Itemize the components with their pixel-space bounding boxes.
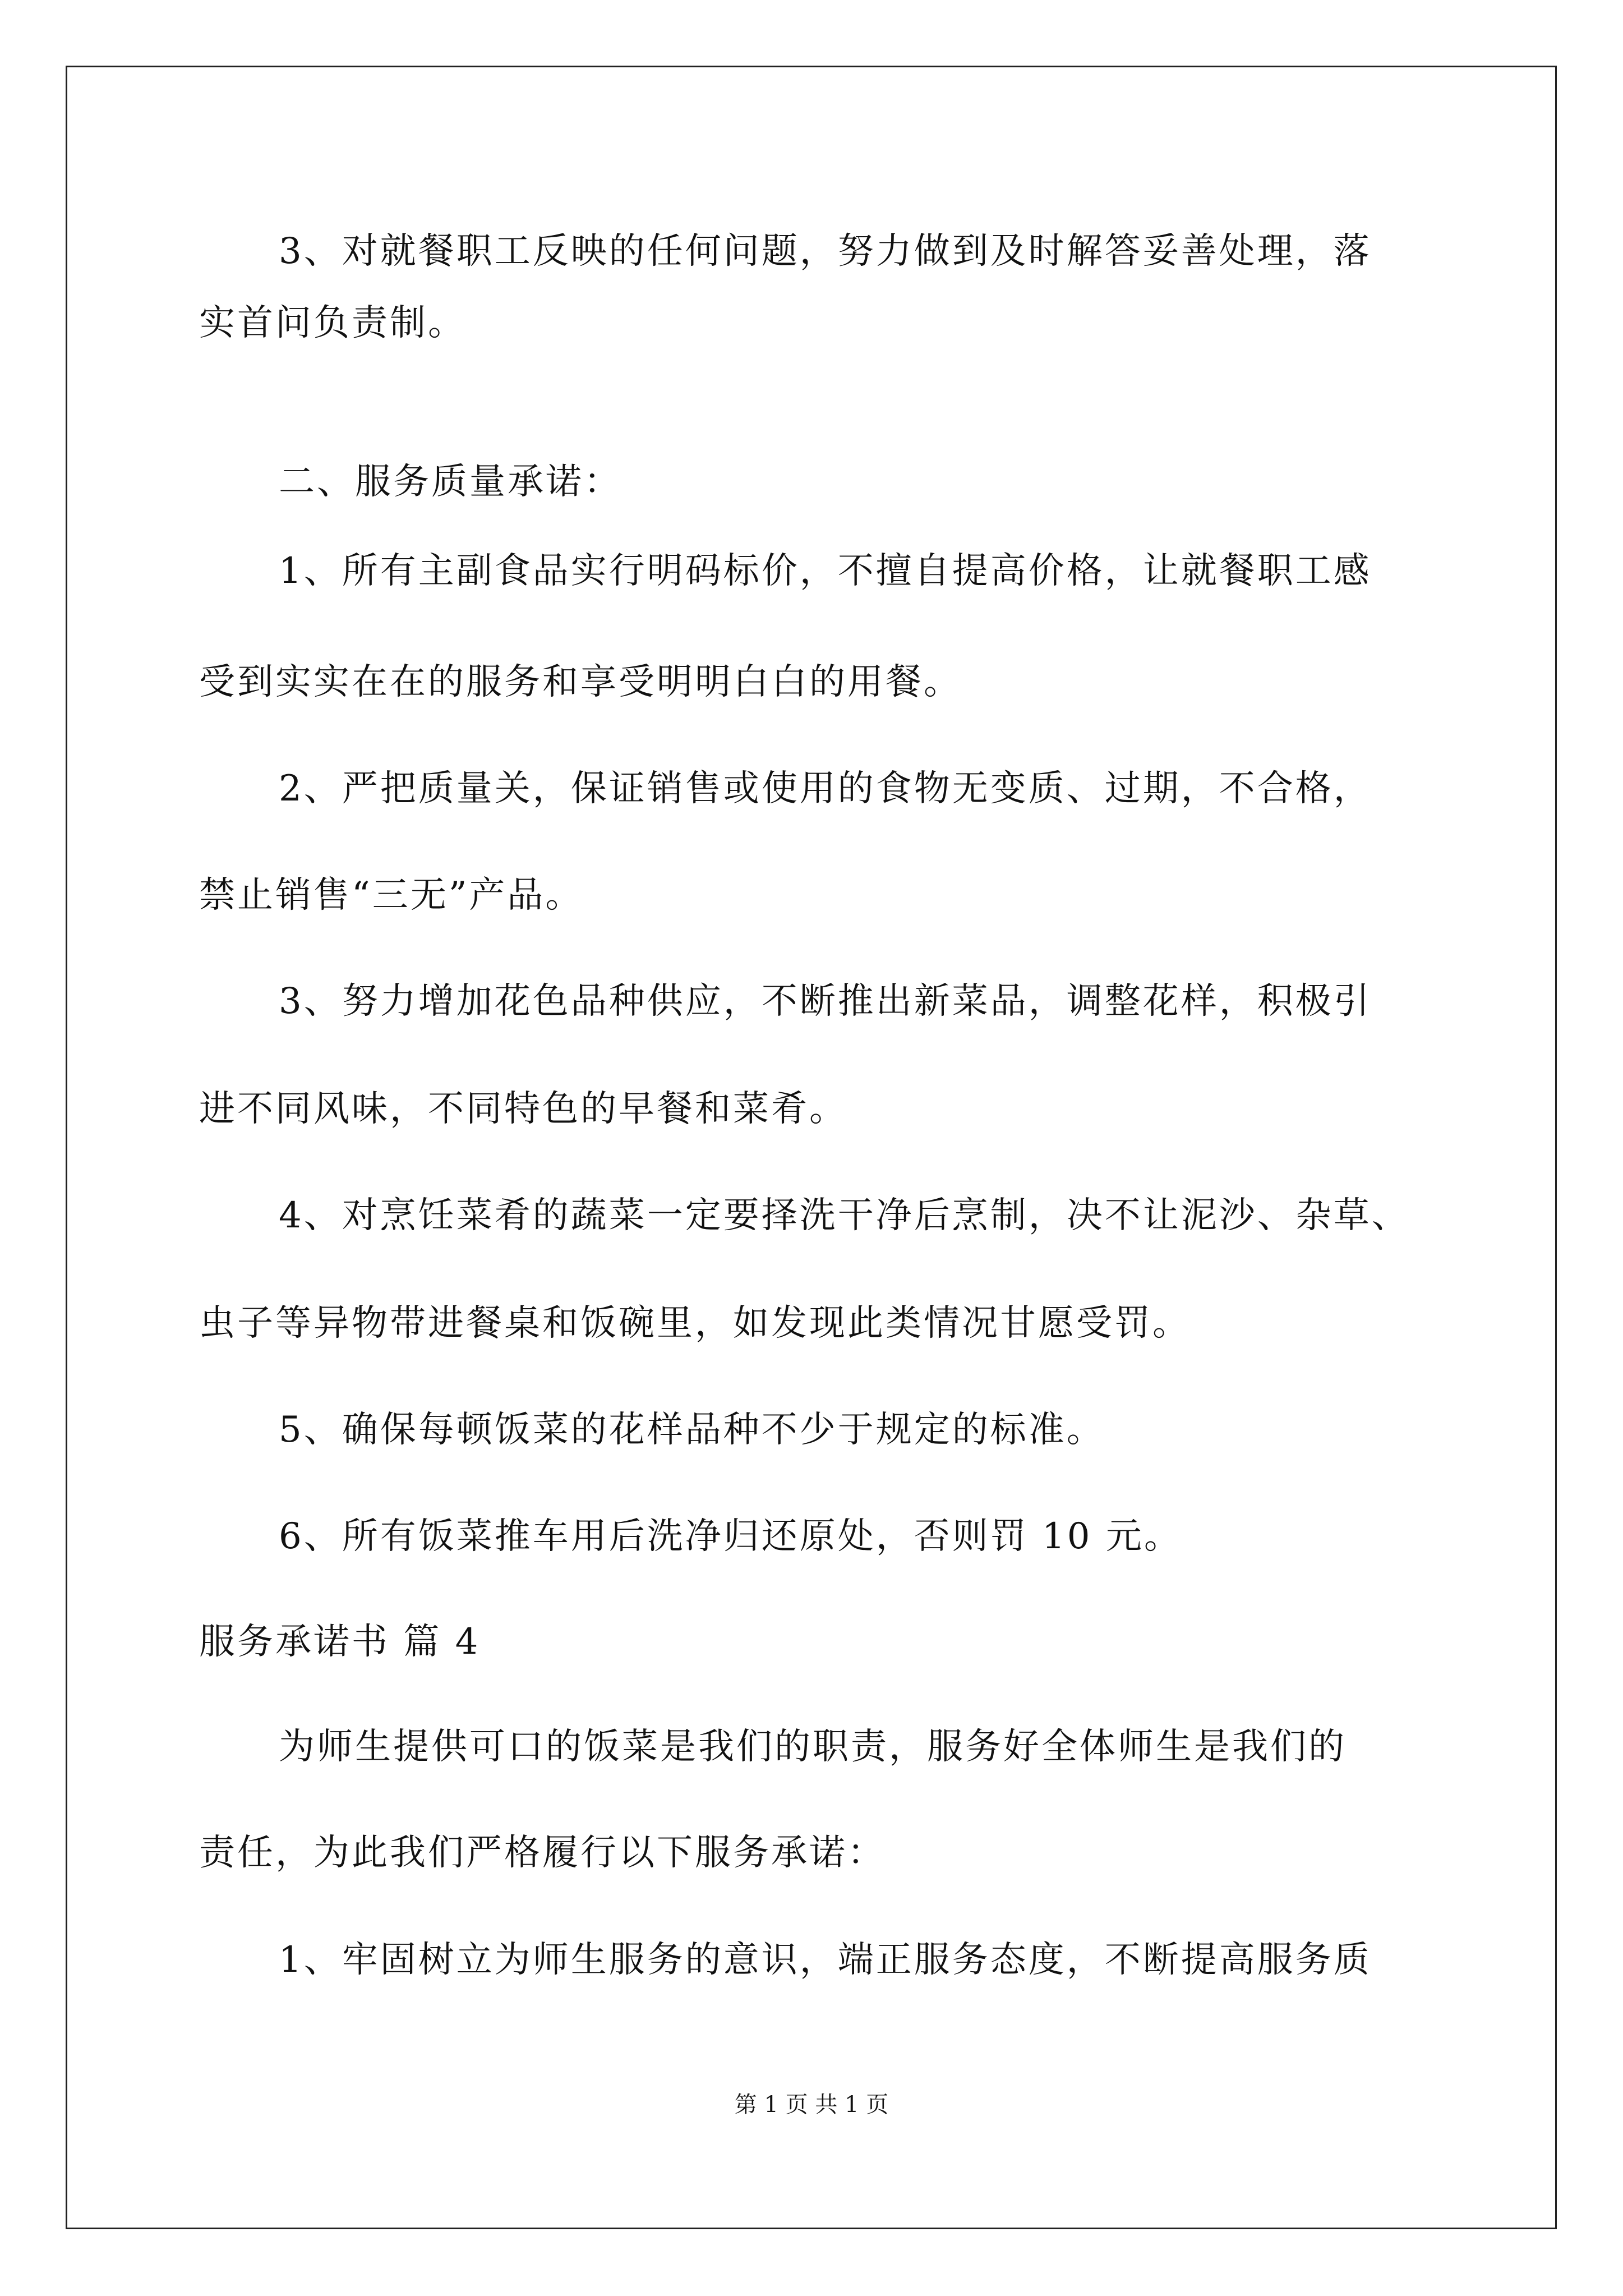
paragraph-line: 实首问负责制。 bbox=[199, 302, 466, 344]
paragraph-line: 5、确保每顿饭菜的花样品种不少于规定的标准。 bbox=[279, 1409, 1105, 1451]
paragraph-line: 1、所有主副食品实行明码标价，不擅自提高价格，让就餐职工感 bbox=[279, 550, 1372, 592]
paragraph-line: 2、严把质量关，保证销售或使用的食物无变质、过期，不合格， bbox=[279, 768, 1372, 809]
paragraph-line: 为师生提供可口的饭菜是我们的职责，服务好全体师生是我们的 bbox=[279, 1726, 1347, 1768]
section-heading: 二、服务质量承诺： bbox=[279, 461, 622, 503]
paragraph-line: 1、牢固树立为师生服务的意识，端正服务态度，不断提高服务质 bbox=[279, 1939, 1372, 1981]
paragraph-line: 3、努力增加花色品种供应，不断推出新菜品，调整花样，积极引 bbox=[279, 981, 1372, 1022]
paragraph-line: 虫子等异物带进餐桌和饭碗里，如发现此类情况甘愿受罚。 bbox=[199, 1303, 1191, 1344]
paragraph-line: 3、对就餐职工反映的任何问题，努力做到及时解答妥善处理，落 bbox=[279, 231, 1372, 272]
paragraph-line: 6、所有饭菜推车用后洗净归还原处，否则罚 10 元。 bbox=[279, 1516, 1182, 1557]
paragraph-line: 受到实实在在的服务和享受明明白白的用餐。 bbox=[199, 661, 962, 703]
paragraph-line: 4、对烹饪菜肴的蔬菜一定要择洗干净后烹制，决不让泥沙、杂草、 bbox=[279, 1195, 1410, 1236]
paragraph-line: 责任，为此我们严格履行以下服务承诺： bbox=[199, 1832, 886, 1874]
paragraph-line: 禁止销售“三无”产品。 bbox=[199, 875, 584, 916]
paragraph-line: 进不同风味，不同特色的早餐和菜肴。 bbox=[199, 1088, 847, 1130]
page-footer: 第 1 页 共 1 页 bbox=[734, 2092, 889, 2118]
page-frame bbox=[66, 66, 1557, 2229]
section-title: 服务承诺书 篇 4 bbox=[199, 1621, 481, 1663]
